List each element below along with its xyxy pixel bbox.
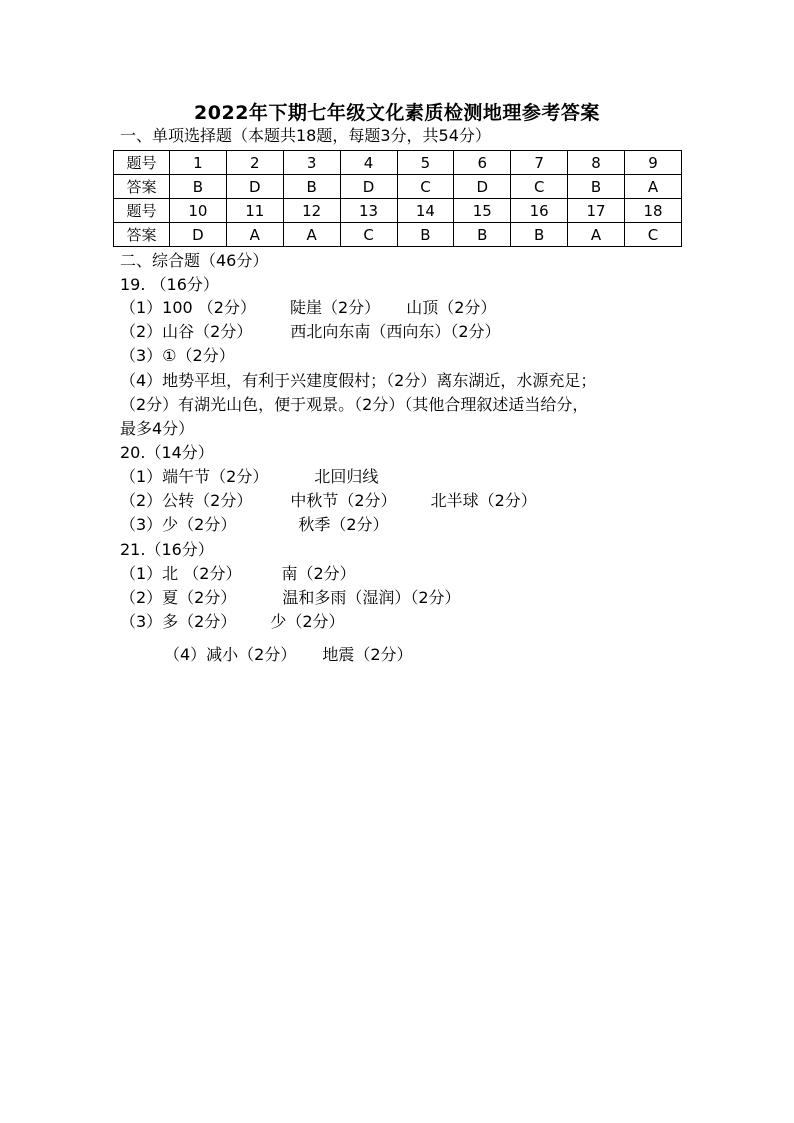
answer-text: （3）少（2分） xyxy=(120,515,237,534)
table-row xyxy=(114,151,682,175)
table-cell: D xyxy=(226,175,283,199)
row-label-answer: 答案 xyxy=(114,175,170,199)
answer-text: 地震（2分） xyxy=(322,645,413,664)
q19-line2 xyxy=(120,322,501,342)
q19-line1 xyxy=(120,298,496,318)
table-row xyxy=(114,199,682,223)
q20-line2 xyxy=(120,491,537,511)
table-cell: A xyxy=(226,223,283,247)
answer-text: （2）公转（2分） xyxy=(120,491,253,510)
section2-heading: 二、综合题（46分） xyxy=(120,251,269,270)
table-cell: B xyxy=(511,223,568,247)
document-title: 2022年下期七年级文化素质检测地理参考答案 xyxy=(194,102,600,124)
table-cell: B xyxy=(283,175,340,199)
table-cell: 8 xyxy=(568,151,625,175)
table-cell: 13 xyxy=(340,199,397,223)
answer-text: 南（2分） xyxy=(281,564,356,583)
table-cell: 11 xyxy=(226,199,283,223)
answer-text: 山顶（2分） xyxy=(406,298,497,317)
table-row xyxy=(114,175,682,199)
table-cell: 16 xyxy=(511,199,568,223)
answer-text: 陡崖（2分） xyxy=(290,298,381,317)
table-cell: 3 xyxy=(283,151,340,175)
table-cell: 15 xyxy=(454,199,511,223)
table-cell: 1 xyxy=(170,151,227,175)
answer-text: （1）端午节（2分） xyxy=(120,467,269,486)
table-cell: C xyxy=(340,223,397,247)
row-label-question-number: 题号 xyxy=(114,199,170,223)
row-label-answer: 答案 xyxy=(114,223,170,247)
table-cell: D xyxy=(170,223,227,247)
table-cell: C xyxy=(625,223,682,247)
table-cell: 4 xyxy=(340,151,397,175)
table-row xyxy=(114,223,682,247)
answer-text: 西北向东南（西向东）（2分） xyxy=(290,322,501,341)
q19-line4b: （2分）有湖光山色，便于观景。（2分）（其他合理叙述适当给分， xyxy=(120,395,589,414)
answer-text: 北半球（2分） xyxy=(430,491,537,510)
table-cell: 14 xyxy=(397,199,454,223)
table-cell: B xyxy=(170,175,227,199)
answer-text: 北回归线 xyxy=(314,467,379,486)
q19-line4c: 最多4分） xyxy=(120,419,195,438)
q21-line4 xyxy=(164,645,413,665)
table-cell: A xyxy=(568,223,625,247)
answer-text: 秋季（2分） xyxy=(298,515,389,534)
q21-line1 xyxy=(120,564,356,584)
answer-text: 温和多雨（湿润）（2分） xyxy=(282,588,461,607)
q20-line1 xyxy=(120,467,378,487)
q21-line2 xyxy=(120,588,461,608)
answer-text: （4）减小（2分） xyxy=(164,645,297,664)
answer-text: （2）山谷（2分） xyxy=(120,322,253,341)
table-cell: 9 xyxy=(625,151,682,175)
q21-line3 xyxy=(120,612,345,632)
q20-line3 xyxy=(120,515,389,535)
q21-label: 21.（16分） xyxy=(120,540,214,559)
answer-text: （3）多（2分） xyxy=(120,612,237,631)
table-cell: 7 xyxy=(511,151,568,175)
q20-label: 20.（14分） xyxy=(120,443,214,462)
table-cell: 17 xyxy=(568,199,625,223)
table-cell: 10 xyxy=(170,199,227,223)
table-cell: D xyxy=(454,175,511,199)
table-cell: D xyxy=(340,175,397,199)
table-cell: A xyxy=(283,223,340,247)
table-cell: 6 xyxy=(454,151,511,175)
answer-text: （1）北 （2分） xyxy=(120,564,242,583)
row-label-question-number: 题号 xyxy=(114,151,170,175)
table-cell: 5 xyxy=(397,151,454,175)
answer-text: 中秋节（2分） xyxy=(290,491,397,510)
table-cell: C xyxy=(511,175,568,199)
table-cell: A xyxy=(625,175,682,199)
table-cell: C xyxy=(397,175,454,199)
q19-line3: （3）①（2分） xyxy=(120,346,235,365)
table-cell: 2 xyxy=(226,151,283,175)
q19-line4a: （4）地势平坦，有利于兴建度假村；（2分）离东湖近，水源充足； xyxy=(120,371,597,390)
answer-text: （2）夏（2分） xyxy=(120,588,237,607)
answer-text: （1）100 （2分） xyxy=(120,298,256,317)
table-cell: 18 xyxy=(625,199,682,223)
q19-label: 19. （16分） xyxy=(120,275,219,294)
section1-heading: 一、单项选择题（本题共18题，每题3分，共54分） xyxy=(120,126,491,145)
table-cell: B xyxy=(568,175,625,199)
multiple-choice-answer-table xyxy=(113,150,682,247)
answer-text: 少（2分） xyxy=(270,612,345,631)
table-cell: B xyxy=(397,223,454,247)
table-cell: 12 xyxy=(283,199,340,223)
table-cell: B xyxy=(454,223,511,247)
